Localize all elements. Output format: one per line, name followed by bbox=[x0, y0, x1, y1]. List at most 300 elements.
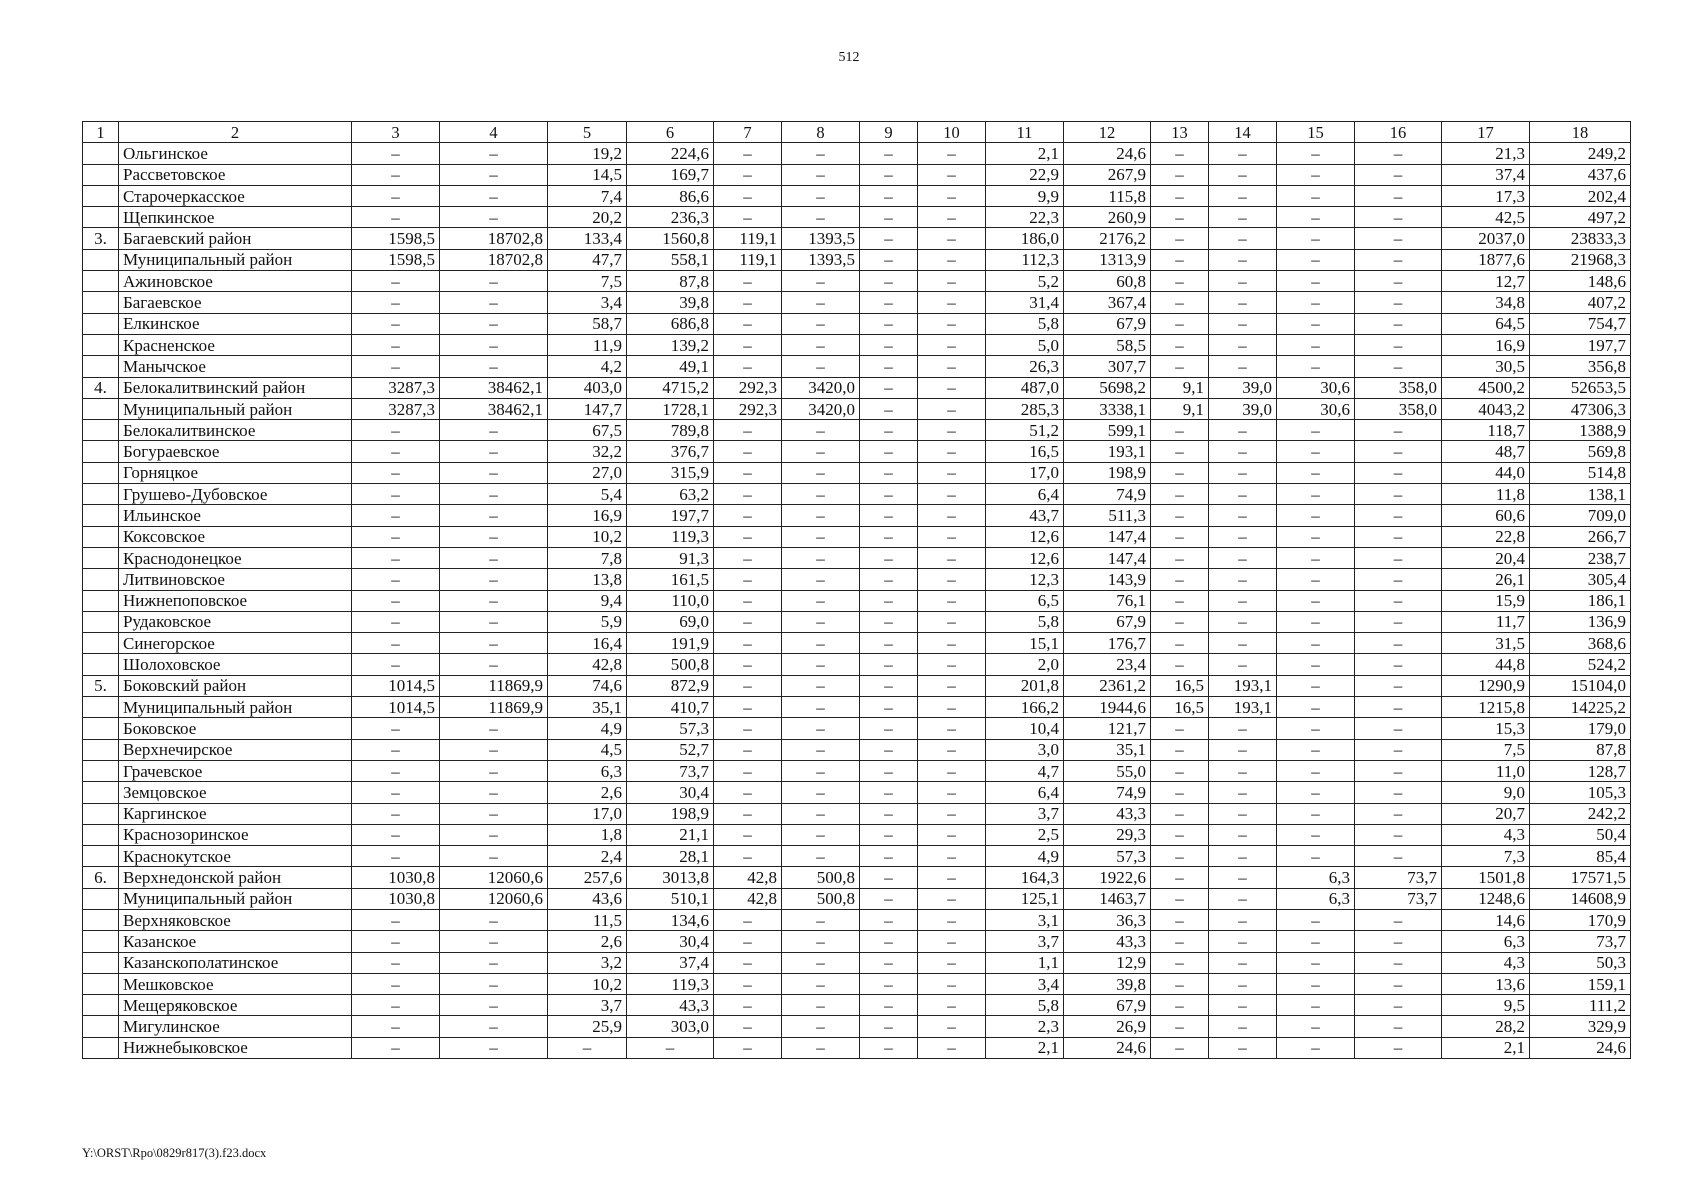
value-cell: – bbox=[1355, 952, 1442, 973]
value-cell: – bbox=[1355, 760, 1442, 781]
value-cell: – bbox=[782, 824, 860, 845]
value-cell: – bbox=[918, 931, 986, 952]
value-cell: – bbox=[918, 590, 986, 611]
value-cell: – bbox=[440, 484, 548, 505]
value-cell: – bbox=[440, 271, 548, 292]
value-cell: – bbox=[352, 334, 440, 355]
value-cell: – bbox=[440, 1037, 548, 1058]
value-cell: 17,0 bbox=[548, 803, 627, 824]
value-cell: 57,3 bbox=[1064, 846, 1151, 867]
value-cell: – bbox=[1355, 739, 1442, 760]
value-cell: – bbox=[918, 867, 986, 888]
value-cell: 1393,5 bbox=[782, 228, 860, 249]
value-cell: 176,7 bbox=[1064, 633, 1151, 654]
data-table bbox=[82, 121, 1631, 1059]
value-cell: – bbox=[1277, 973, 1355, 994]
settlement-name: Краснокутское bbox=[119, 846, 352, 867]
value-cell: – bbox=[440, 185, 548, 206]
settlement-name: Синегорское bbox=[119, 633, 352, 654]
value-cell: 2,3 bbox=[986, 1016, 1064, 1037]
settlement-name: Муниципальный район bbox=[119, 249, 352, 270]
value-cell: 5,8 bbox=[986, 611, 1064, 632]
value-cell: 22,3 bbox=[986, 207, 1064, 228]
value-cell: 12,6 bbox=[986, 547, 1064, 568]
table-row bbox=[83, 526, 1631, 547]
value-cell: – bbox=[714, 505, 782, 526]
value-cell: 497,2 bbox=[1530, 207, 1631, 228]
value-cell: – bbox=[1277, 590, 1355, 611]
value-cell: – bbox=[782, 420, 860, 441]
settlement-name: Боковское bbox=[119, 718, 352, 739]
value-cell: – bbox=[1151, 1016, 1209, 1037]
value-cell: – bbox=[1277, 952, 1355, 973]
value-cell: – bbox=[860, 271, 918, 292]
value-cell: – bbox=[1355, 824, 1442, 845]
value-cell: 9,0 bbox=[1442, 782, 1530, 803]
row-number bbox=[83, 824, 119, 845]
value-cell: – bbox=[782, 931, 860, 952]
settlement-name: Горняцкое bbox=[119, 462, 352, 483]
value-cell: 58,5 bbox=[1064, 334, 1151, 355]
row-number bbox=[83, 569, 119, 590]
value-cell: 3287,3 bbox=[352, 377, 440, 398]
value-cell: 7,8 bbox=[548, 547, 627, 568]
value-cell: 5,8 bbox=[986, 313, 1064, 334]
row-number bbox=[83, 271, 119, 292]
value-cell: – bbox=[782, 271, 860, 292]
value-cell: – bbox=[1151, 973, 1209, 994]
value-cell: 73,7 bbox=[627, 760, 714, 781]
value-cell: – bbox=[860, 718, 918, 739]
value-cell: – bbox=[918, 271, 986, 292]
value-cell: – bbox=[918, 846, 986, 867]
value-cell: 15,1 bbox=[986, 633, 1064, 654]
value-cell: 6,4 bbox=[986, 782, 1064, 803]
table-row bbox=[83, 249, 1631, 270]
value-cell: – bbox=[352, 462, 440, 483]
value-cell: – bbox=[918, 739, 986, 760]
value-cell: 5,2 bbox=[986, 271, 1064, 292]
value-cell: – bbox=[1355, 313, 1442, 334]
value-cell: – bbox=[440, 718, 548, 739]
settlement-name: Краснозоринское bbox=[119, 824, 352, 845]
header-cell: 10 bbox=[918, 122, 986, 143]
table-row bbox=[83, 760, 1631, 781]
settlement-name: Щепкинское bbox=[119, 207, 352, 228]
value-cell: – bbox=[860, 505, 918, 526]
value-cell: – bbox=[352, 484, 440, 505]
value-cell: 267,9 bbox=[1064, 164, 1151, 185]
settlement-name: Старочеркасское bbox=[119, 185, 352, 206]
row-number: 4. bbox=[83, 377, 119, 398]
value-cell: – bbox=[918, 718, 986, 739]
value-cell: – bbox=[714, 952, 782, 973]
value-cell: 138,1 bbox=[1530, 484, 1631, 505]
value-cell: 1,1 bbox=[986, 952, 1064, 973]
settlement-name: Казанское bbox=[119, 931, 352, 952]
value-cell: 315,9 bbox=[627, 462, 714, 483]
value-cell: – bbox=[860, 760, 918, 781]
value-cell: 524,2 bbox=[1530, 654, 1631, 675]
settlement-name: Верхнечирское bbox=[119, 739, 352, 760]
value-cell: – bbox=[782, 633, 860, 654]
value-cell: – bbox=[1209, 356, 1277, 377]
value-cell: – bbox=[1209, 633, 1277, 654]
row-number bbox=[83, 420, 119, 441]
header-cell: 2 bbox=[119, 122, 352, 143]
value-cell: – bbox=[860, 228, 918, 249]
settlement-name: Муниципальный район bbox=[119, 398, 352, 419]
value-cell: – bbox=[1355, 356, 1442, 377]
value-cell: – bbox=[1209, 1037, 1277, 1058]
value-cell: 136,9 bbox=[1530, 611, 1631, 632]
value-cell: – bbox=[1277, 462, 1355, 483]
value-cell: – bbox=[918, 462, 986, 483]
value-cell: – bbox=[782, 952, 860, 973]
value-cell: 1877,6 bbox=[1442, 249, 1530, 270]
table-row bbox=[83, 143, 1631, 164]
value-cell: – bbox=[1151, 207, 1209, 228]
value-cell: – bbox=[714, 484, 782, 505]
value-cell: – bbox=[1209, 739, 1277, 760]
value-cell: 260,9 bbox=[1064, 207, 1151, 228]
row-number bbox=[83, 334, 119, 355]
value-cell: – bbox=[1151, 313, 1209, 334]
table-row bbox=[83, 185, 1631, 206]
value-cell: 6,3 bbox=[1277, 867, 1355, 888]
value-cell: 34,8 bbox=[1442, 292, 1530, 313]
value-cell: 11,8 bbox=[1442, 484, 1530, 505]
value-cell: – bbox=[1209, 420, 1277, 441]
value-cell: 32,2 bbox=[548, 441, 627, 462]
settlement-name: Рудаковское bbox=[119, 611, 352, 632]
value-cell: – bbox=[860, 654, 918, 675]
value-cell: – bbox=[1209, 931, 1277, 952]
value-cell: – bbox=[714, 846, 782, 867]
value-cell: – bbox=[1151, 569, 1209, 590]
value-cell: 18702,8 bbox=[440, 249, 548, 270]
value-cell: 11,5 bbox=[548, 909, 627, 930]
value-cell: – bbox=[1277, 420, 1355, 441]
value-cell: – bbox=[782, 846, 860, 867]
value-cell: 1388,9 bbox=[1530, 420, 1631, 441]
value-cell: 67,9 bbox=[1064, 611, 1151, 632]
value-cell: 48,7 bbox=[1442, 441, 1530, 462]
value-cell: – bbox=[440, 611, 548, 632]
value-cell: – bbox=[352, 143, 440, 164]
value-cell: 3420,0 bbox=[782, 377, 860, 398]
value-cell: 3,1 bbox=[986, 909, 1064, 930]
value-cell: 24,6 bbox=[1530, 1037, 1631, 1058]
value-cell: 3,4 bbox=[548, 292, 627, 313]
row-number bbox=[83, 782, 119, 803]
value-cell: – bbox=[1151, 803, 1209, 824]
table-row bbox=[83, 846, 1631, 867]
value-cell: 193,1 bbox=[1064, 441, 1151, 462]
value-cell: – bbox=[440, 973, 548, 994]
table-row bbox=[83, 505, 1631, 526]
value-cell: 36,3 bbox=[1064, 909, 1151, 930]
settlement-name: Верхняковское bbox=[119, 909, 352, 930]
value-cell: 30,4 bbox=[627, 931, 714, 952]
value-cell: 25,9 bbox=[548, 1016, 627, 1037]
value-cell: 11,0 bbox=[1442, 760, 1530, 781]
value-cell: 60,8 bbox=[1064, 271, 1151, 292]
value-cell: – bbox=[352, 846, 440, 867]
value-cell: – bbox=[440, 207, 548, 228]
value-cell: – bbox=[1355, 420, 1442, 441]
value-cell: – bbox=[1277, 313, 1355, 334]
value-cell: 35,1 bbox=[1064, 739, 1151, 760]
value-cell: – bbox=[440, 441, 548, 462]
value-cell: – bbox=[1209, 909, 1277, 930]
value-cell: 14225,2 bbox=[1530, 697, 1631, 718]
value-cell: – bbox=[1355, 484, 1442, 505]
value-cell: 1728,1 bbox=[627, 398, 714, 419]
value-cell: – bbox=[714, 1037, 782, 1058]
table-row bbox=[83, 271, 1631, 292]
value-cell: 303,0 bbox=[627, 1016, 714, 1037]
value-cell: – bbox=[440, 313, 548, 334]
value-cell: 6,3 bbox=[548, 760, 627, 781]
value-cell: 292,3 bbox=[714, 398, 782, 419]
table-row bbox=[83, 867, 1631, 888]
settlement-name: Мешковское bbox=[119, 973, 352, 994]
settlement-name: Мещеряковское bbox=[119, 995, 352, 1016]
row-number bbox=[83, 973, 119, 994]
value-cell: – bbox=[918, 292, 986, 313]
value-cell: 6,3 bbox=[1442, 931, 1530, 952]
value-cell: – bbox=[440, 143, 548, 164]
value-cell: – bbox=[1277, 143, 1355, 164]
value-cell: 510,1 bbox=[627, 888, 714, 909]
value-cell: – bbox=[782, 654, 860, 675]
value-cell: 85,4 bbox=[1530, 846, 1631, 867]
header-cell: 11 bbox=[986, 122, 1064, 143]
footer-file-path: Y:\ORST\Rpo\0829r817(3).f23.docx bbox=[82, 1146, 267, 1160]
value-cell: – bbox=[860, 441, 918, 462]
value-cell: 3,7 bbox=[986, 931, 1064, 952]
value-cell: – bbox=[1355, 207, 1442, 228]
table-row bbox=[83, 1037, 1631, 1058]
value-cell: 10,2 bbox=[548, 973, 627, 994]
value-cell: 21,3 bbox=[1442, 143, 1530, 164]
value-cell: 91,3 bbox=[627, 547, 714, 568]
value-cell: 376,7 bbox=[627, 441, 714, 462]
value-cell: – bbox=[782, 334, 860, 355]
row-number bbox=[83, 718, 119, 739]
value-cell: 148,6 bbox=[1530, 271, 1631, 292]
value-cell: 266,7 bbox=[1530, 526, 1631, 547]
value-cell: 6,3 bbox=[1277, 888, 1355, 909]
settlement-name: Ольгинское bbox=[119, 143, 352, 164]
value-cell: 43,3 bbox=[1064, 931, 1151, 952]
row-number bbox=[83, 207, 119, 228]
value-cell: 437,6 bbox=[1530, 164, 1631, 185]
table-row bbox=[83, 888, 1631, 909]
table-row bbox=[83, 739, 1631, 760]
value-cell: – bbox=[1151, 547, 1209, 568]
value-cell: 10,2 bbox=[548, 526, 627, 547]
value-cell: – bbox=[1209, 569, 1277, 590]
value-cell: 10,4 bbox=[986, 718, 1064, 739]
value-cell: – bbox=[782, 909, 860, 930]
value-cell: – bbox=[1355, 846, 1442, 867]
value-cell: – bbox=[440, 547, 548, 568]
value-cell: 166,2 bbox=[986, 697, 1064, 718]
settlement-name: Багаевский район bbox=[119, 228, 352, 249]
value-cell: – bbox=[1277, 909, 1355, 930]
value-cell: 12060,6 bbox=[440, 888, 548, 909]
value-cell: 487,0 bbox=[986, 377, 1064, 398]
value-cell: – bbox=[860, 569, 918, 590]
value-cell: 3338,1 bbox=[1064, 398, 1151, 419]
value-cell: – bbox=[1151, 654, 1209, 675]
value-cell: – bbox=[860, 1016, 918, 1037]
table-row bbox=[83, 931, 1631, 952]
header-cell: 1 bbox=[83, 122, 119, 143]
value-cell: – bbox=[782, 760, 860, 781]
value-cell: – bbox=[440, 909, 548, 930]
page-number: 512 bbox=[838, 50, 860, 65]
value-cell: 4,9 bbox=[986, 846, 1064, 867]
value-cell: 49,1 bbox=[627, 356, 714, 377]
value-cell: – bbox=[1151, 846, 1209, 867]
value-cell: 30,5 bbox=[1442, 356, 1530, 377]
row-number: 3. bbox=[83, 228, 119, 249]
value-cell: – bbox=[440, 356, 548, 377]
value-cell: – bbox=[440, 760, 548, 781]
value-cell: – bbox=[860, 398, 918, 419]
value-cell: 15,9 bbox=[1442, 590, 1530, 611]
value-cell: – bbox=[440, 952, 548, 973]
value-cell: – bbox=[918, 909, 986, 930]
value-cell: – bbox=[1355, 675, 1442, 696]
row-number bbox=[83, 1016, 119, 1037]
value-cell: – bbox=[1151, 995, 1209, 1016]
value-cell: – bbox=[352, 973, 440, 994]
value-cell: 1030,8 bbox=[352, 867, 440, 888]
settlement-name: Красненское bbox=[119, 334, 352, 355]
settlement-name: Белокалитвинское bbox=[119, 420, 352, 441]
value-cell: 38462,1 bbox=[440, 398, 548, 419]
value-cell: 2,6 bbox=[548, 931, 627, 952]
value-cell: 16,5 bbox=[1151, 697, 1209, 718]
value-cell: – bbox=[860, 143, 918, 164]
value-cell: 9,5 bbox=[1442, 995, 1530, 1016]
value-cell: 569,8 bbox=[1530, 441, 1631, 462]
settlement-name: Ильинское bbox=[119, 505, 352, 526]
value-cell: – bbox=[1151, 888, 1209, 909]
header-cell: 9 bbox=[860, 122, 918, 143]
table-row bbox=[83, 313, 1631, 334]
value-cell: 23,4 bbox=[1064, 654, 1151, 675]
row-number: 5. bbox=[83, 675, 119, 696]
value-cell: 55,0 bbox=[1064, 760, 1151, 781]
value-cell: 3,2 bbox=[548, 952, 627, 973]
value-cell: – bbox=[860, 952, 918, 973]
value-cell: 5,8 bbox=[986, 995, 1064, 1016]
value-cell: – bbox=[1355, 143, 1442, 164]
value-cell: 164,3 bbox=[986, 867, 1064, 888]
value-cell: 73,7 bbox=[1355, 867, 1442, 888]
table-row bbox=[83, 398, 1631, 419]
value-cell: – bbox=[352, 313, 440, 334]
value-cell: 24,6 bbox=[1064, 143, 1151, 164]
value-cell: – bbox=[627, 1037, 714, 1058]
value-cell: 500,8 bbox=[627, 654, 714, 675]
value-cell: 2,0 bbox=[986, 654, 1064, 675]
value-cell: – bbox=[860, 207, 918, 228]
header-cell: 12 bbox=[1064, 122, 1151, 143]
value-cell: 709,0 bbox=[1530, 505, 1631, 526]
table-row bbox=[83, 909, 1631, 930]
value-cell: 7,3 bbox=[1442, 846, 1530, 867]
value-cell: 30,6 bbox=[1277, 377, 1355, 398]
value-cell: 17571,5 bbox=[1530, 867, 1631, 888]
value-cell: – bbox=[1209, 462, 1277, 483]
value-cell: 86,6 bbox=[627, 185, 714, 206]
value-cell: 111,2 bbox=[1530, 995, 1631, 1016]
value-cell: – bbox=[782, 739, 860, 760]
value-cell: 50,4 bbox=[1530, 824, 1631, 845]
value-cell: – bbox=[1277, 633, 1355, 654]
value-cell: – bbox=[1151, 909, 1209, 930]
value-cell: – bbox=[352, 909, 440, 930]
value-cell: 147,4 bbox=[1064, 547, 1151, 568]
table-row bbox=[83, 420, 1631, 441]
value-cell: – bbox=[714, 441, 782, 462]
row-number bbox=[83, 185, 119, 206]
value-cell: 292,3 bbox=[714, 377, 782, 398]
value-cell: 20,4 bbox=[1442, 547, 1530, 568]
value-cell: – bbox=[714, 1016, 782, 1037]
value-cell: 12,3 bbox=[986, 569, 1064, 590]
row-number bbox=[83, 143, 119, 164]
value-cell: – bbox=[352, 1016, 440, 1037]
value-cell: 4043,2 bbox=[1442, 398, 1530, 419]
value-cell: – bbox=[1355, 271, 1442, 292]
value-cell: – bbox=[1151, 356, 1209, 377]
value-cell: 44,0 bbox=[1442, 462, 1530, 483]
value-cell: – bbox=[714, 164, 782, 185]
value-cell: – bbox=[440, 420, 548, 441]
value-cell: – bbox=[1355, 590, 1442, 611]
value-cell: – bbox=[352, 1037, 440, 1058]
value-cell: – bbox=[714, 590, 782, 611]
value-cell: 147,4 bbox=[1064, 526, 1151, 547]
value-cell: 1030,8 bbox=[352, 888, 440, 909]
value-cell: 31,5 bbox=[1442, 633, 1530, 654]
value-cell: 16,9 bbox=[1442, 334, 1530, 355]
value-cell: – bbox=[860, 867, 918, 888]
value-cell: 110,0 bbox=[627, 590, 714, 611]
value-cell: 16,4 bbox=[548, 633, 627, 654]
row-number bbox=[83, 398, 119, 419]
table-row bbox=[83, 228, 1631, 249]
value-cell: 42,5 bbox=[1442, 207, 1530, 228]
table-row bbox=[83, 803, 1631, 824]
value-cell: – bbox=[1277, 1037, 1355, 1058]
settlement-name: Коксовское bbox=[119, 526, 352, 547]
value-cell: – bbox=[352, 164, 440, 185]
value-cell: – bbox=[860, 697, 918, 718]
value-cell: – bbox=[860, 611, 918, 632]
value-cell: – bbox=[1355, 249, 1442, 270]
value-cell: 42,8 bbox=[714, 888, 782, 909]
value-cell: 285,3 bbox=[986, 398, 1064, 419]
settlement-name: Нижнебыковское bbox=[119, 1037, 352, 1058]
